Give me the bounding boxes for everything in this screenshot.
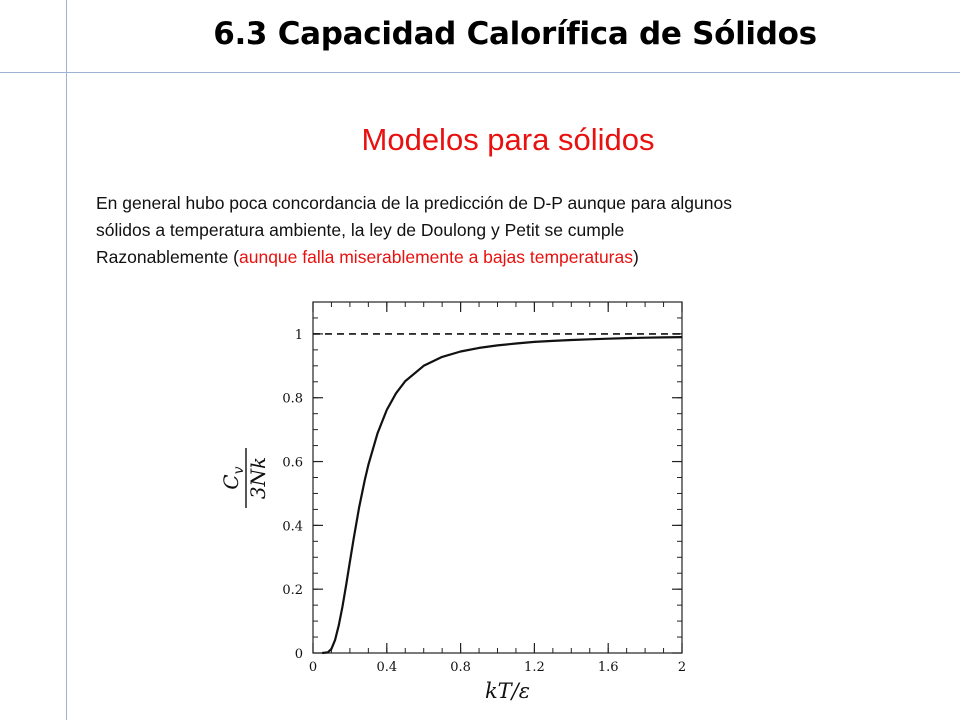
slide-title: 6.3 Capacidad Calorífica de Sólidos — [213, 16, 817, 52]
y-axis-label-denominator: 3Nk — [246, 456, 270, 500]
x-tick-label: 1.6 — [597, 660, 619, 675]
paragraph-line-1: En general hubo poca concordancia de la predicción de D-P aunque para algunos — [96, 193, 732, 213]
chart-series — [313, 334, 682, 653]
heat-capacity-curve — [322, 337, 682, 653]
y-tick-label: 0 — [294, 647, 303, 662]
plot-frame — [313, 302, 682, 653]
x-tick-label: 0.4 — [376, 660, 398, 675]
y-tick-label: 0.8 — [282, 391, 303, 407]
paragraph-line-3-highlight: aunque falla miserablemente a bajas temperaturas — [239, 247, 633, 267]
chart-tick-labels — [282, 328, 686, 675]
y-tick-label: 1 — [294, 327, 303, 343]
x-axis-label: kT/ε — [484, 679, 531, 703]
y-axis-label-numerator: $C_v$ — [219, 466, 247, 490]
x-tick-label: 0 — [308, 660, 318, 675]
paragraph-line-3-prefix: Razonablemente ( — [96, 247, 239, 267]
x-tick-label: 1.2 — [524, 660, 545, 675]
chart-ticks — [313, 302, 682, 653]
y-axis-label — [219, 448, 270, 508]
x-tick-label: 2 — [677, 660, 687, 675]
chart-frame — [313, 302, 682, 653]
slide-subtitle: Modelos para sólidos — [361, 122, 655, 157]
y-tick-label: 0.2 — [282, 583, 303, 599]
y-tick-label: 0.4 — [282, 519, 303, 535]
y-tick-label: 0.6 — [282, 455, 303, 471]
x-tick-label: 0.8 — [450, 660, 471, 675]
paragraph-line-3-suffix: ) — [632, 247, 639, 267]
chart-axis-labels — [219, 448, 530, 703]
paragraph-line-2: sólidos a temperatura ambiente, la ley de Doulong y Petit se cumple — [96, 220, 625, 240]
y-axis-label-subscript: v — [231, 466, 247, 475]
